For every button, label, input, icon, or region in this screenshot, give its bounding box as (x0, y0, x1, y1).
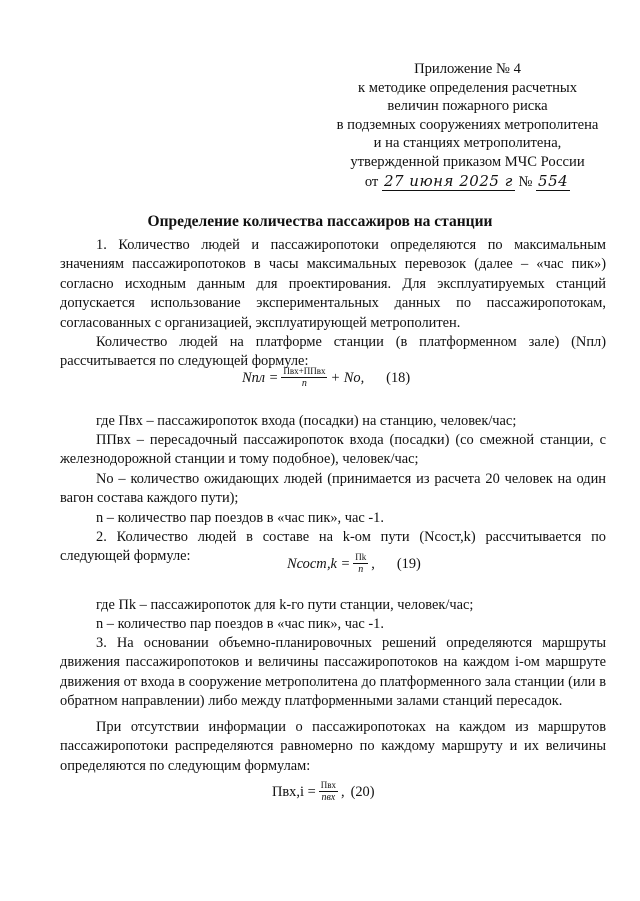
order-prefix: от (364, 173, 379, 190)
formula-19-lhs: Nсост,k = (287, 555, 351, 572)
formula-18-number: (18) (386, 369, 411, 386)
where-pvh: где Пвх – пассажиропоток входа (посадки) на станцию, человек/час; (96, 413, 517, 429)
formula-18-denominator: n (301, 378, 307, 389)
formula-19-rhs: , (371, 555, 375, 572)
where-no: Nо – количество ожидающих людей (принимается из расчета 20 человек на один вагон состава каждого пути); (60, 471, 606, 507)
order-no-label: № (518, 173, 533, 190)
formula-20 (272, 780, 375, 804)
appendix-line: Приложение № 4 (414, 61, 521, 77)
formula-20-number: (20) (350, 783, 375, 800)
appendix-line: утвержденной приказом МЧС России (350, 153, 585, 170)
appendix-header (330, 60, 605, 191)
paragraph-1: 1. Количество людей и пассажиропотоки определяются по максимальным значениям пассажиропотоков в часы максимальных перевозок (далее – «час пик») согласно исходным данным для проектирования. Для эксплуатируемых станций допускается использование экспериментальных данных по пассажиропотокам, согласованных с организацией, эксплуатирующей метрополитен. (60, 237, 606, 331)
section-title: Определение количества пассажиров на станции (147, 213, 493, 230)
formula-20-fraction (319, 780, 338, 804)
formula-18-fraction (281, 366, 327, 390)
where-n-2: n – количество пар поездов в «час пик», час -1. (96, 616, 384, 632)
formula-20-lhs: Пвх,i = (272, 783, 316, 800)
paragraph-5: При отсутствии информации о пассажиропотоках на каждом из маршрутов пассажиропотоки распределяются равномерно по каждому маршруту и их величины определяются по следующим формулам: (60, 719, 606, 774)
formula-20-denominator: nвх (321, 792, 336, 803)
formula-18-rhs: + Nо, (330, 369, 365, 386)
appendix-line: в подземных сооружениях метрополитена (336, 116, 599, 133)
where-n: n – количество пар поездов в «час пик», час -1. (96, 510, 384, 526)
formula-19 (287, 552, 421, 576)
appendix-line: и на станциях метрополитена, (373, 135, 562, 152)
formula-19-number: (19) (396, 555, 421, 572)
where-pk: где Пk – пассажиропоток для k-го пути станции, человек/час; (96, 597, 474, 613)
formula-18-lhs: Nпл = (242, 369, 279, 386)
formula-18-numerator: Пвх+ППвх (283, 366, 326, 376)
formula-19-fraction (353, 552, 368, 576)
formula-19-denominator: n (358, 564, 364, 575)
paragraph-3: 2. Количество людей в составе на k-ом пути (Nсост,k) рассчитывается по следующей формуле: (60, 529, 606, 565)
appendix-line: к методике определения расчетных (358, 79, 577, 96)
formula-18 (242, 366, 410, 390)
order-date-handwritten: 27 июня 2025 г (383, 171, 513, 190)
paragraph-4: 3. На основании объемно-планировочных решений определяются маршруты движения пассажиропотоков и величины пассажиропотоков на каждом i-ом маршруте движения от входа в сооружение метрополитена до платформенного зала станции (или в обратном направлении) либо между платформенными залами станций пересадок. (60, 635, 606, 710)
appendix-line: величин пожарного риска (387, 98, 548, 115)
formula-20-rhs: , (340, 783, 345, 800)
order-no-handwritten: 554 (538, 171, 569, 190)
order-line (330, 172, 605, 192)
where-ppvh: ППвх – пересадочный пассажиропоток входа (посадки) (со смежной станции, с железнодорожной станции и тому подобное), человек/час; (60, 432, 606, 468)
formula-19-numerator: Пk (355, 552, 367, 562)
formula-20-numerator: Пвх (320, 780, 336, 790)
paragraph-2: Количество людей на платформе станции (в платформенном зале) (Nпл) рассчитывается по следующей формуле: (60, 334, 606, 370)
